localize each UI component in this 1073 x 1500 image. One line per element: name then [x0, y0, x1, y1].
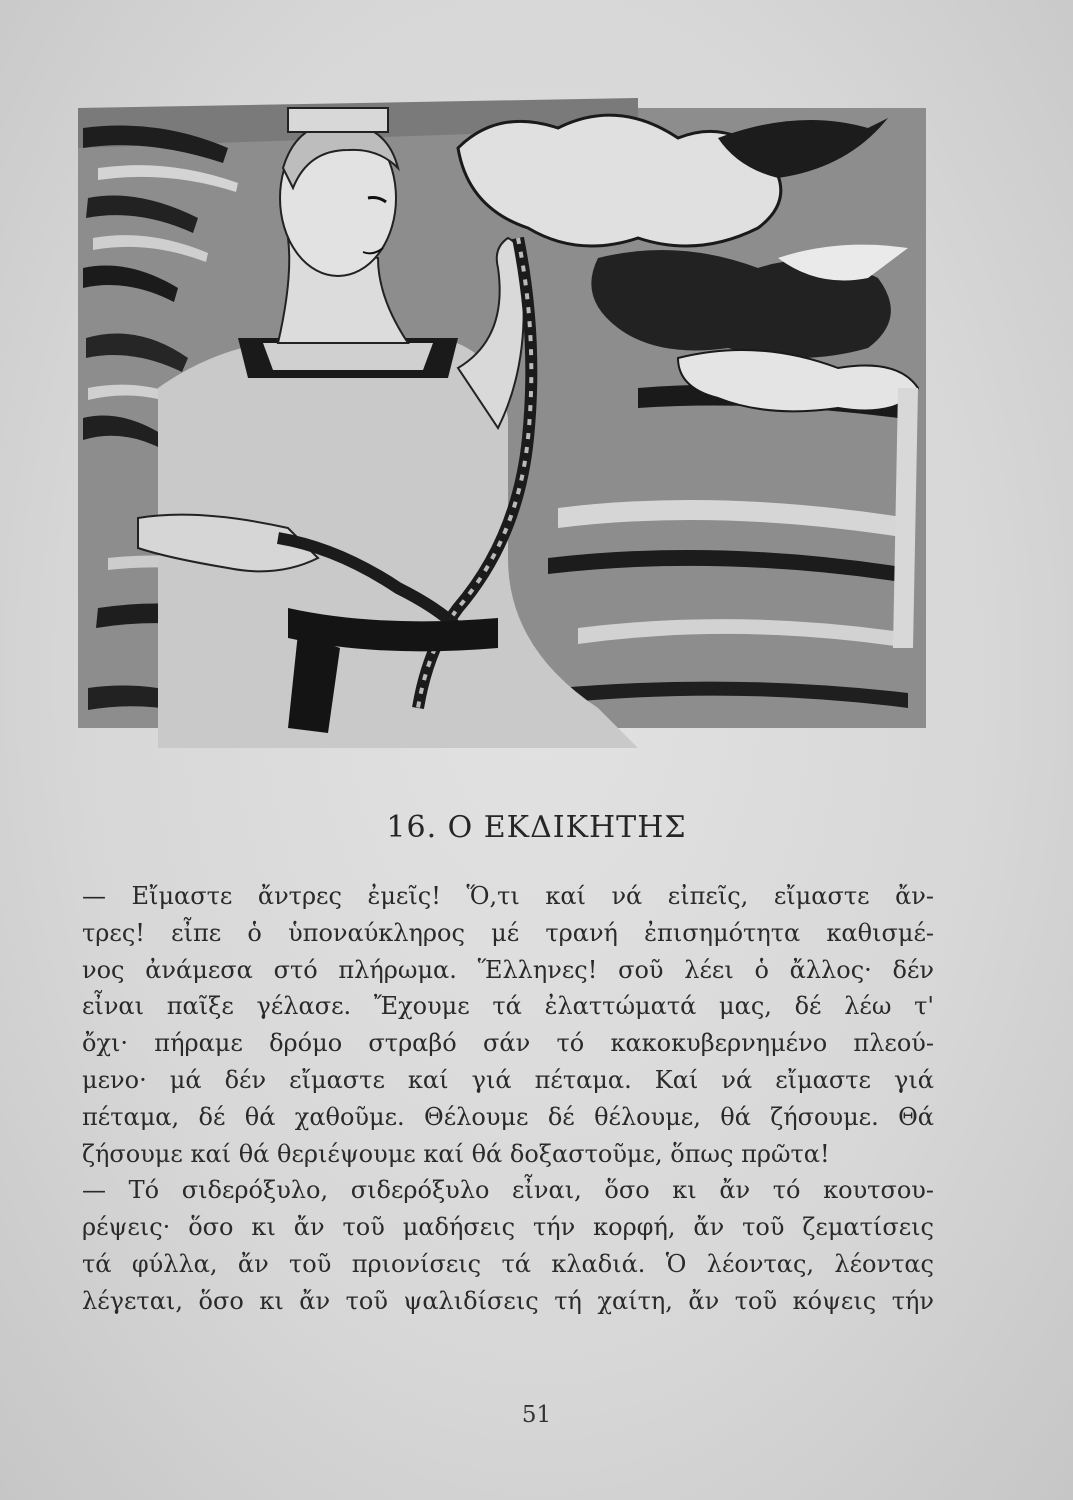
- sailor-icon: [78, 88, 926, 768]
- page-number: 51: [521, 1402, 552, 1428]
- text-line: — Τό σιδερόξυλο, σιδερόξυλο εἶναι, ὅσο κι ἄν τό κουτσου-: [82, 1176, 934, 1205]
- text-line: μενο· μά δέν εἴμαστε καί γιά πέταμα. Καί νά εἴμαστε γιά: [82, 1065, 934, 1094]
- text-line: τά φύλλα, ἄν τοῦ πριονίσεις τά κλαδιά. Ὁ λέοντας, λέοντας: [82, 1249, 934, 1278]
- text-line: πέταμα, δέ θά χαθοῦμε. Θέλουμε δέ θέλουμε, θά ζήσουμε. Θά: [82, 1102, 934, 1131]
- chapter-title: 16. Ο ΕΚΔΙΚΗΤΗΣ: [386, 810, 687, 845]
- text-line: ὄχι· πήραμε δρόμο στραβό σάν τό κακοκυβερνημένο πλεού-: [82, 1029, 934, 1058]
- text-line: — Εἴμαστε ἄντρες ἐμεῖς! Ὅ,τι καί νά εἰπεῖς, εἴμαστε ἄν-: [82, 882, 934, 910]
- text-line: λέγεται, ὅσο κι ἄν τοῦ ψαλιδίσεις τή χαίτη, ἄν τοῦ κόψεις τήν: [82, 1286, 934, 1315]
- text-line: ζήσουμε καί θά θεριέψουμε καί θά δοξαστοῦμε, ὅπως πρῶτα!: [82, 1139, 830, 1168]
- text-line: ρέψεις· ὅσο κι ἄν τοῦ μαδήσεις τήν κορφή, ἄν τοῦ ζεματίσεις: [82, 1213, 934, 1242]
- text-line: τρες! εἶπε ὁ ὑποναύκληρος μέ τρανή ἐπισημότητα καθισμέ-: [82, 918, 934, 947]
- text-line: νος ἀνάμεσα στό πλήρωμα. Ἕλληνες! σοῦ λέει ὁ ἄλλος· δέν: [82, 955, 934, 984]
- sailor-illustration: [78, 88, 926, 768]
- text-line: εἶναι παῖξε γέλασε. Ἔχουμε τά ἐλαττώματά μας, δέ λέω τ': [82, 992, 934, 1021]
- body-text: [82, 878, 934, 1320]
